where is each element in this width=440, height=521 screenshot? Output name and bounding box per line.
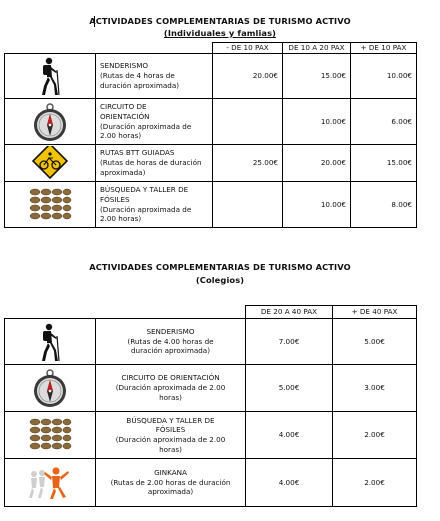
btt-sign-icon	[5, 145, 96, 182]
price-cell	[213, 182, 283, 228]
activity-name: SENDERISMO	[100, 61, 149, 71]
header-col-2: DE 10 A 20 PAX	[283, 43, 351, 54]
price-cell: 7.00€	[246, 319, 333, 365]
activity-name: GINKANA	[154, 467, 187, 477]
price-cell: 20.00€	[213, 54, 283, 99]
price-cell: 10.00€	[351, 54, 417, 99]
activity-name: SENDERISMO	[146, 326, 195, 336]
header-col-1: DE 20 A 40 PAX	[246, 306, 333, 319]
price-cell: 4.00€	[246, 412, 333, 459]
price-cell: 2.00€	[333, 412, 417, 459]
table-colegios	[4, 305, 417, 507]
price-cell: 4.00€	[246, 459, 333, 507]
price-cell: 6.00€	[351, 99, 417, 145]
fossils-icon	[5, 412, 96, 459]
header-col-1: - DE 10 PAX	[213, 43, 283, 54]
price-cell: 20.00€	[283, 145, 351, 182]
table-row: BÚSQUEDA Y TALLER DE FÓSILES (Duración aproximada de 2.00 horas) 4.00€ 2.00€	[5, 412, 417, 459]
activity-name: BÚSQUEDA Y TALLER DE	[100, 185, 189, 195]
table-row: BÚSQUEDA Y TALLER DE FÓSILES (Duración aproximada de 2.00 horas) 10.00€ 8.00€	[5, 182, 417, 228]
activity-name: BÚSQUEDA Y TALLER DE	[126, 415, 215, 425]
table-row: CIRCUITO DE ORIENTACIÓN (Duración aproximada de 2.00 horas) 5.00€ 3.00€	[5, 365, 417, 412]
compass-icon	[5, 99, 96, 145]
activity-name: CIRCUITO DE	[100, 102, 147, 112]
price-cell: 25.00€	[213, 145, 283, 182]
price-cell: 2.00€	[333, 459, 417, 507]
table-row: SENDERISMO (Rutas de 4.00 horas de duración aproximada) 7.00€ 5.00€	[5, 319, 417, 365]
hiker-icon	[5, 54, 96, 99]
header-col-2: + DE 40 PAX	[333, 306, 417, 319]
fossils-icon	[5, 182, 96, 228]
price-cell: 8.00€	[351, 182, 417, 228]
price-cell: 10.00€	[283, 99, 351, 145]
price-cell: 5.00€	[333, 319, 417, 365]
price-cell: 10.00€	[283, 182, 351, 228]
price-cell: 15.00€	[351, 145, 417, 182]
compass-icon	[5, 365, 96, 412]
activity-name: CIRCUITO DE ORIENTACIÓN	[121, 373, 220, 383]
table-row: GINKANA (Rutas de 2.00 horas de duración aproximada) 4.00€ 2.00€	[5, 459, 417, 507]
table-individuales	[4, 42, 417, 228]
section1-title: ACTIVIDADES COMPLEMENTARIAS DE TURISMO ACTIVO	[89, 16, 351, 26]
price-cell: 15.00€	[283, 54, 351, 99]
price-cell: 5.00€	[246, 365, 333, 412]
price-cell: 3.00€	[333, 365, 417, 412]
section1-subtitle: (Individuales y famlias)	[163, 28, 277, 38]
runners-icon	[5, 459, 96, 507]
header-col-3: + DE 10 PAX	[351, 43, 417, 54]
activity-name: RUTAS BTT GUIADAS	[100, 148, 175, 158]
table-row: RUTAS BTT GUIADAS (Rutas de horas de duración aproximada) 25.00€ 20.00€ 15.00€	[5, 145, 417, 182]
section2-subtitle: (Colegios)	[195, 275, 245, 285]
section2-title: ACTIVIDADES COMPLEMENTARIAS DE TURISMO ACTIVO	[89, 262, 351, 272]
hiker-icon	[5, 319, 96, 365]
table-row: SENDERISMO (Rutas de 4 horas de duración aproximada) 20.00€ 15.00€ 10.00€	[5, 54, 417, 99]
price-cell	[213, 99, 283, 145]
table-row: CIRCUITO DE ORIENTACIÓN (Duración aproximada de 2.00 horas) 10.00€ 6.00€	[5, 99, 417, 145]
